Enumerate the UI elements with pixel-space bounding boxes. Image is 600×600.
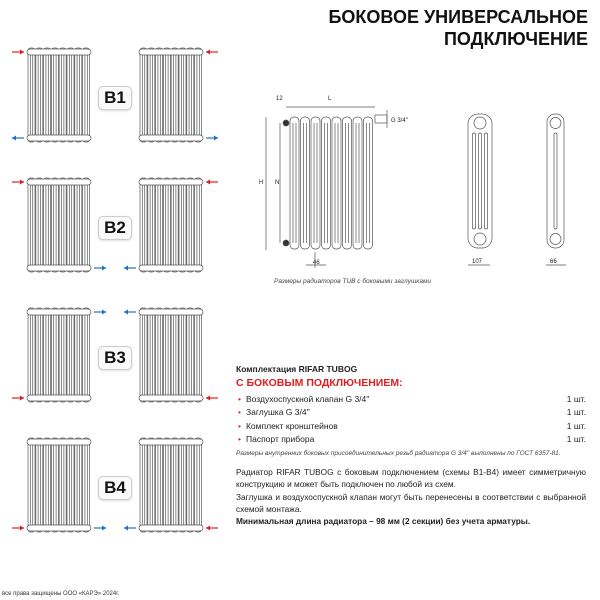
radiator-icon [27, 438, 91, 532]
kit-item: • Заглушка G 3/4'' 1 шт. [236, 406, 586, 420]
radiator-icon [139, 308, 203, 402]
copyright: все права защищены ООО «КАРЭ» 2024г. [2, 591, 120, 597]
return-arrow-icon [124, 266, 136, 271]
kit-item: • Паспорт прибора 1 шт. [236, 433, 586, 447]
scheme-label-b2: B2 [98, 216, 132, 240]
dim-46: 46 [313, 260, 320, 266]
return-arrow-icon [94, 310, 106, 315]
supply-arrow-icon [206, 180, 218, 185]
return-arrow-icon [124, 526, 136, 531]
kit-item: • Воздухоспускной клапан G 3/4'' 1 шт. [236, 392, 586, 406]
radiator-icon [27, 178, 91, 272]
dim-n: N [275, 180, 280, 186]
supply-arrow-icon [206, 526, 218, 531]
supply-arrow-icon [12, 526, 24, 531]
scheme-label-b3: B3 [98, 346, 132, 370]
return-arrow-icon [94, 266, 106, 271]
return-arrow-icon [12, 136, 24, 141]
return-arrow-icon [206, 136, 218, 141]
kit-item: • Комплект кронштейнов 1 шт. [236, 419, 586, 433]
radiator-icon [139, 438, 203, 532]
supply-arrow-icon [206, 396, 218, 401]
dim-107: 107 [472, 259, 483, 265]
dim-66: 66 [550, 259, 557, 265]
scheme-label-b1: B1 [98, 86, 132, 110]
kit-note: Размеры внутренних боковых присоединительных резьб радиатора G 3/4'' выполнены по ГОСТ 6357-81. [236, 450, 561, 457]
dim-h: H [259, 180, 264, 186]
dim-l: L [328, 96, 332, 102]
supply-arrow-icon [12, 180, 24, 185]
page-title: БОКОВОЕ УНИВЕРСАЛЬНОЕ ПОДКЛЮЧЕНИЕ [328, 7, 588, 49]
supply-arrow-icon [12, 396, 24, 401]
return-arrow-icon [94, 526, 106, 531]
dimension-drawing [260, 90, 600, 280]
radiator-side-views [468, 114, 564, 248]
drawing-caption: Размеры радиаторов TUB с боковыми заглушками [274, 278, 432, 285]
kit-section: Комплектация RIFAR TUBOG С БОКОВЫМ ПОДКЛЮЧЕНИЕМ: • Воздухоспускной клапан G 3/4'' 1 шт. • Заглушка G 3/4'' 1 шт. • Комплект кронштейнов 1 шт. • Паспорт прибора 1 шт. Размеры внутренних боковых присоединительных резьб радиатора G 3/4'' выполнены по ГОСТ 6357-81. [236, 364, 586, 457]
radiator-icon [27, 48, 91, 142]
radiator-icon [139, 178, 203, 272]
radiator-icon [139, 48, 203, 142]
supply-arrow-icon [12, 50, 24, 55]
radiator-front-view [283, 110, 387, 249]
dim-12: 12 [276, 96, 283, 102]
scheme-label-b4: B4 [98, 476, 132, 500]
radiator-icon [27, 308, 91, 402]
thread-size: G 3/4'' [391, 118, 408, 124]
description: Радиатор RIFAR TUBOG с боковым подключением (схемы В1-В4) имеет симметричную конструкцию и может быть подключен по любой из схем. Заглушка и воздухоспускной клапан могут быть перенесены в соответствии с выбранной схемой монтажа. Минимальная длина радиатора – 98 мм (2 секции) без учета арматуры. [236, 467, 586, 527]
supply-arrow-icon [206, 50, 218, 55]
return-arrow-icon [124, 310, 136, 315]
